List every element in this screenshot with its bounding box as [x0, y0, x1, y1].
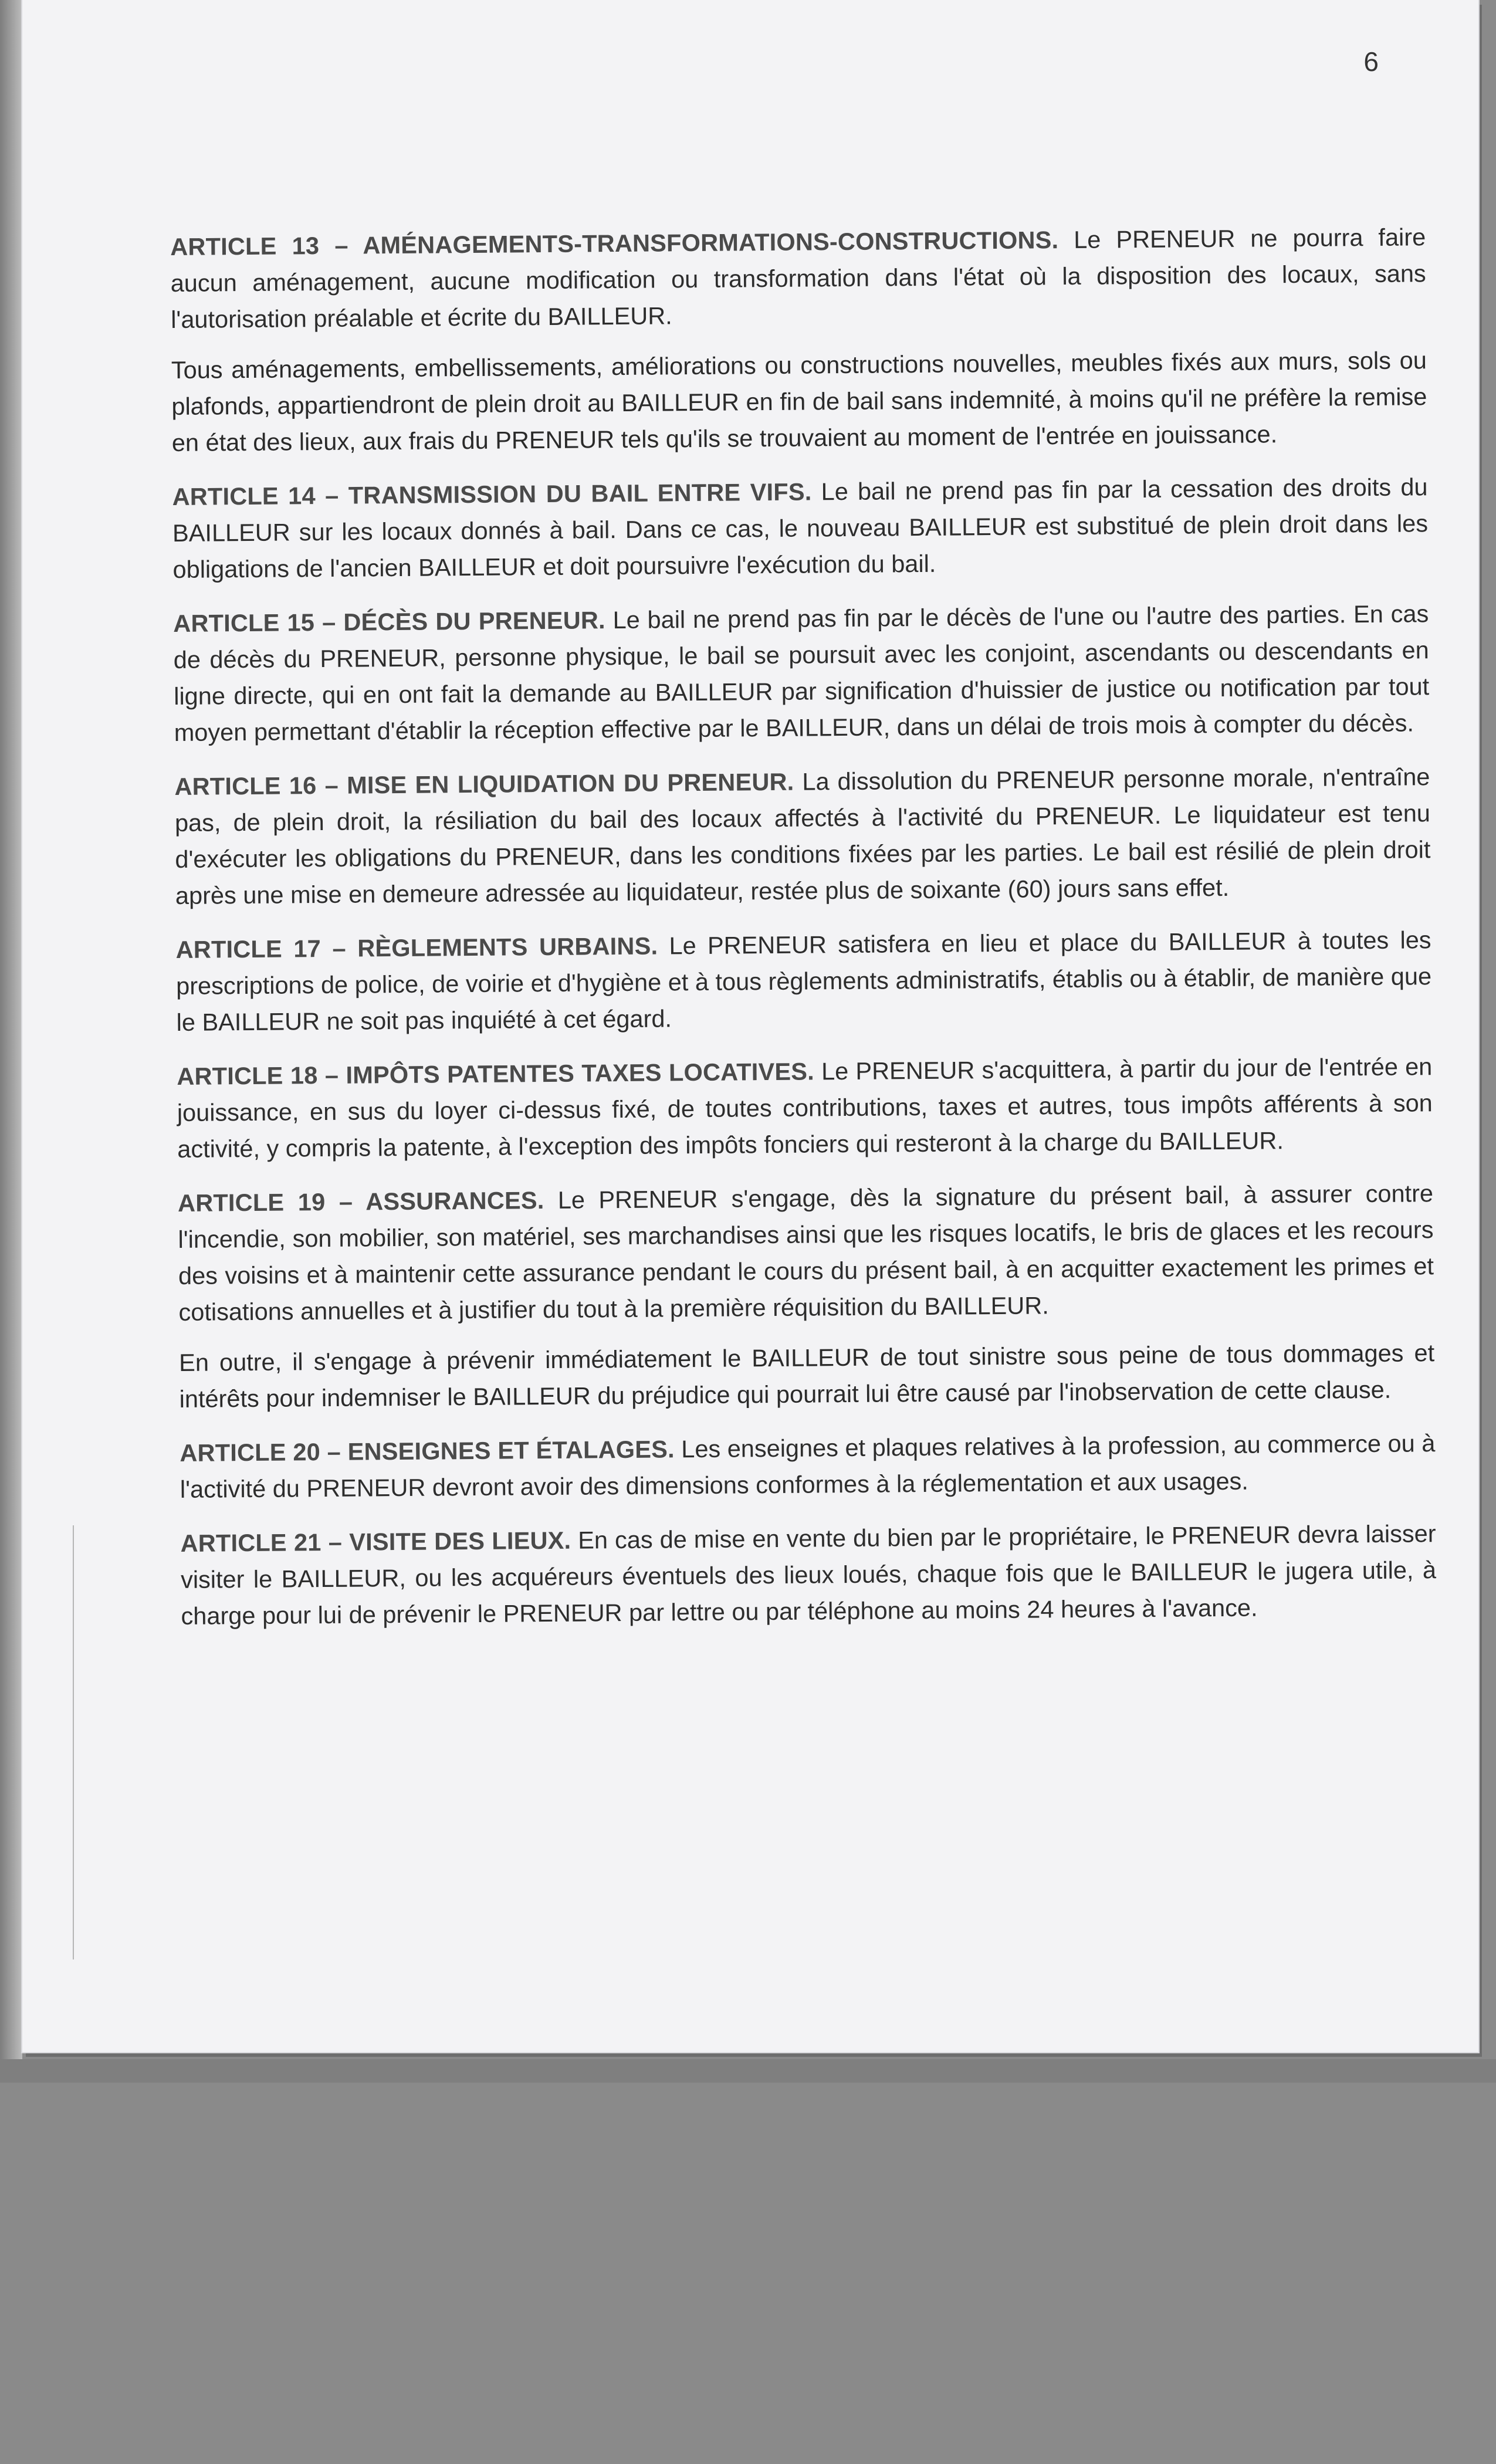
- article-14-heading: ARTICLE 14 – TRANSMISSION DU BAIL ENTRE VIFS.: [172, 478, 812, 510]
- article-20: [180, 1425, 1436, 1508]
- article-16-text: La dissolution du PRENEUR personne morale, n'entraîne pas, de plein droit, la résiliation du bail des locaux affectés à l'activité du PRENEUR. Le liquidateur est tenu d'exécuter les obligations du PRENEUR, dans les conditions fixées par les parties. Le bail est résilié de plein droit après une mise en demeure adressée au liquidateur, restée plus de soixante (60) jours sans effet.: [174, 763, 1431, 909]
- scanner-bed-band: [0, 2059, 1496, 2083]
- article-14-text: Le bail ne prend pas fin par la cessation des droits du BAILLEUR sur les locaux donnés à bail. Dans ce cas, le nouveau BAILLEUR est substitué de plein droit dans les obligations de l'ancien BAILLEUR et doit poursuivre l'exécution du bail.: [172, 473, 1429, 583]
- page-number: 6: [1363, 46, 1379, 77]
- article-15-text: Le bail ne prend pas fin par le décès de l'une ou l'autre des parties. En cas de décès du PRENEUR, personne physique, le bail se poursuit avec les conjoint, ascendants ou descendants en ligne directe, qui en ont fait la demande au BAILLEUR par signification d'huissier de justice ou notification par tout moyen permettant d'établir la réception effective par le BAILLEUR, dans un délai de trois mois à compter du décès.: [173, 600, 1430, 746]
- article-19-extra: En outre, il s'engage à prévenir immédiatement le BAILLEUR de tout sinistre sous peine de tous dommages et intérêts pour indemniser le BAILLEUR du préjudice qui pourrait lui être causé par l'inobservation de cette clause.: [178, 1339, 1435, 1413]
- article-17-heading: ARTICLE 17 – RÈGLEMENTS URBAINS.: [175, 932, 658, 963]
- article-18-heading: ARTICLE 18 – IMPÔTS PATENTES TAXES LOCATIVES.: [177, 1057, 815, 1090]
- article-21: [180, 1515, 1436, 1634]
- article-18-text: Le PRENEUR s'acquittera, à partir du jour de l'entrée en jouissance, en sus du loyer ci-dessus fixé, de toutes contributions, taxes et autres, tous impôts afférents à son activité, y compris la patente, à l'exception des impôts fonciers qui resteront à la charge du BAILLEUR.: [177, 1052, 1433, 1163]
- scan-left-shadow: [0, 0, 22, 2059]
- article-21-heading: ARTICLE 21 – VISITE DES LIEUX.: [180, 1526, 571, 1557]
- lease-articles: [170, 219, 1437, 1652]
- article-13-heading: ARTICLE 13 – AMÉNAGEMENTS-TRANSFORMATIONS-CONSTRUCTIONS.: [170, 226, 1059, 260]
- page-margin-line: [73, 1525, 74, 1959]
- article-18: [177, 1048, 1433, 1167]
- article-20-heading: ARTICLE 20 – ENSEIGNES ET ÉTALAGES.: [180, 1435, 675, 1467]
- article-19: [178, 1175, 1434, 1331]
- article-17-text: Le PRENEUR satisfera en lieu et place du BAILLEUR à toutes les prescriptions de police, de voirie et d'hygiène et à tous règlements administratifs, établis ou à établir, de manière que le BAILLEUR ne soit pas inquiété à cet égard.: [175, 926, 1432, 1036]
- article-13: [170, 219, 1426, 338]
- article-16: [174, 759, 1431, 914]
- article-14: [172, 469, 1428, 588]
- article-13-text: Le PRENEUR ne pourra faire aucun aménagement, aucune modification ou transformation dans l'état où la disposition des locaux, sans l'autorisation préalable et écrite du BAILLEUR.: [170, 223, 1426, 333]
- article-20-text: Les enseignes et plaques relatives à la profession, au commerce ou à l'activité du PRENEUR devront avoir des dimensions conformes à la réglementation et aux usages.: [180, 1429, 1436, 1503]
- article-15: [173, 595, 1430, 751]
- article-17: [175, 922, 1431, 1041]
- article-16-heading: ARTICLE 16 – MISE EN LIQUIDATION DU PRENEUR.: [174, 767, 794, 800]
- article-19-heading: ARTICLE 19 – ASSURANCES.: [177, 1186, 544, 1217]
- article-15-heading: ARTICLE 15 – DÉCÈS DU PRENEUR.: [173, 606, 605, 637]
- article-13-extra: Tous aménagements, embellissements, améliorations ou constructions nouvelles, meubles fixés aux murs, sols ou plafonds, appartiendront de plein droit au BAILLEUR en fin de bail sans indemnité, à moins qu'il ne préfère la remise en état des lieux, aux frais du PRENEUR tels qu'ils se trouvaient au moment de l'entrée en jouissance.: [171, 346, 1427, 456]
- article-21-text: En cas de mise en vente du bien par le propriétaire, le PRENEUR devra laisser visiter le BAILLEUR, ou les acquéreurs éventuels des lieux loués, chaque fois que le BAILLEUR le jugera utile, à charge pour lui de prévenir le PRENEUR par lettre ou par téléphone au moins 24 heures à l'avance.: [180, 1519, 1437, 1630]
- article-19-text: Le PRENEUR s'engage, dès la signature du présent bail, à assurer contre l'incendie, son mobilier, son matériel, ses marchandises ainsi que les risques locatifs, le bris de glaces et les recours des voisins et à maintenir cette assurance pendant le cours du présent bail, à en acquitter exactement les primes et cotisations annuelles et à justifier du tout à la première réquisition du BAILLEUR.: [178, 1179, 1434, 1326]
